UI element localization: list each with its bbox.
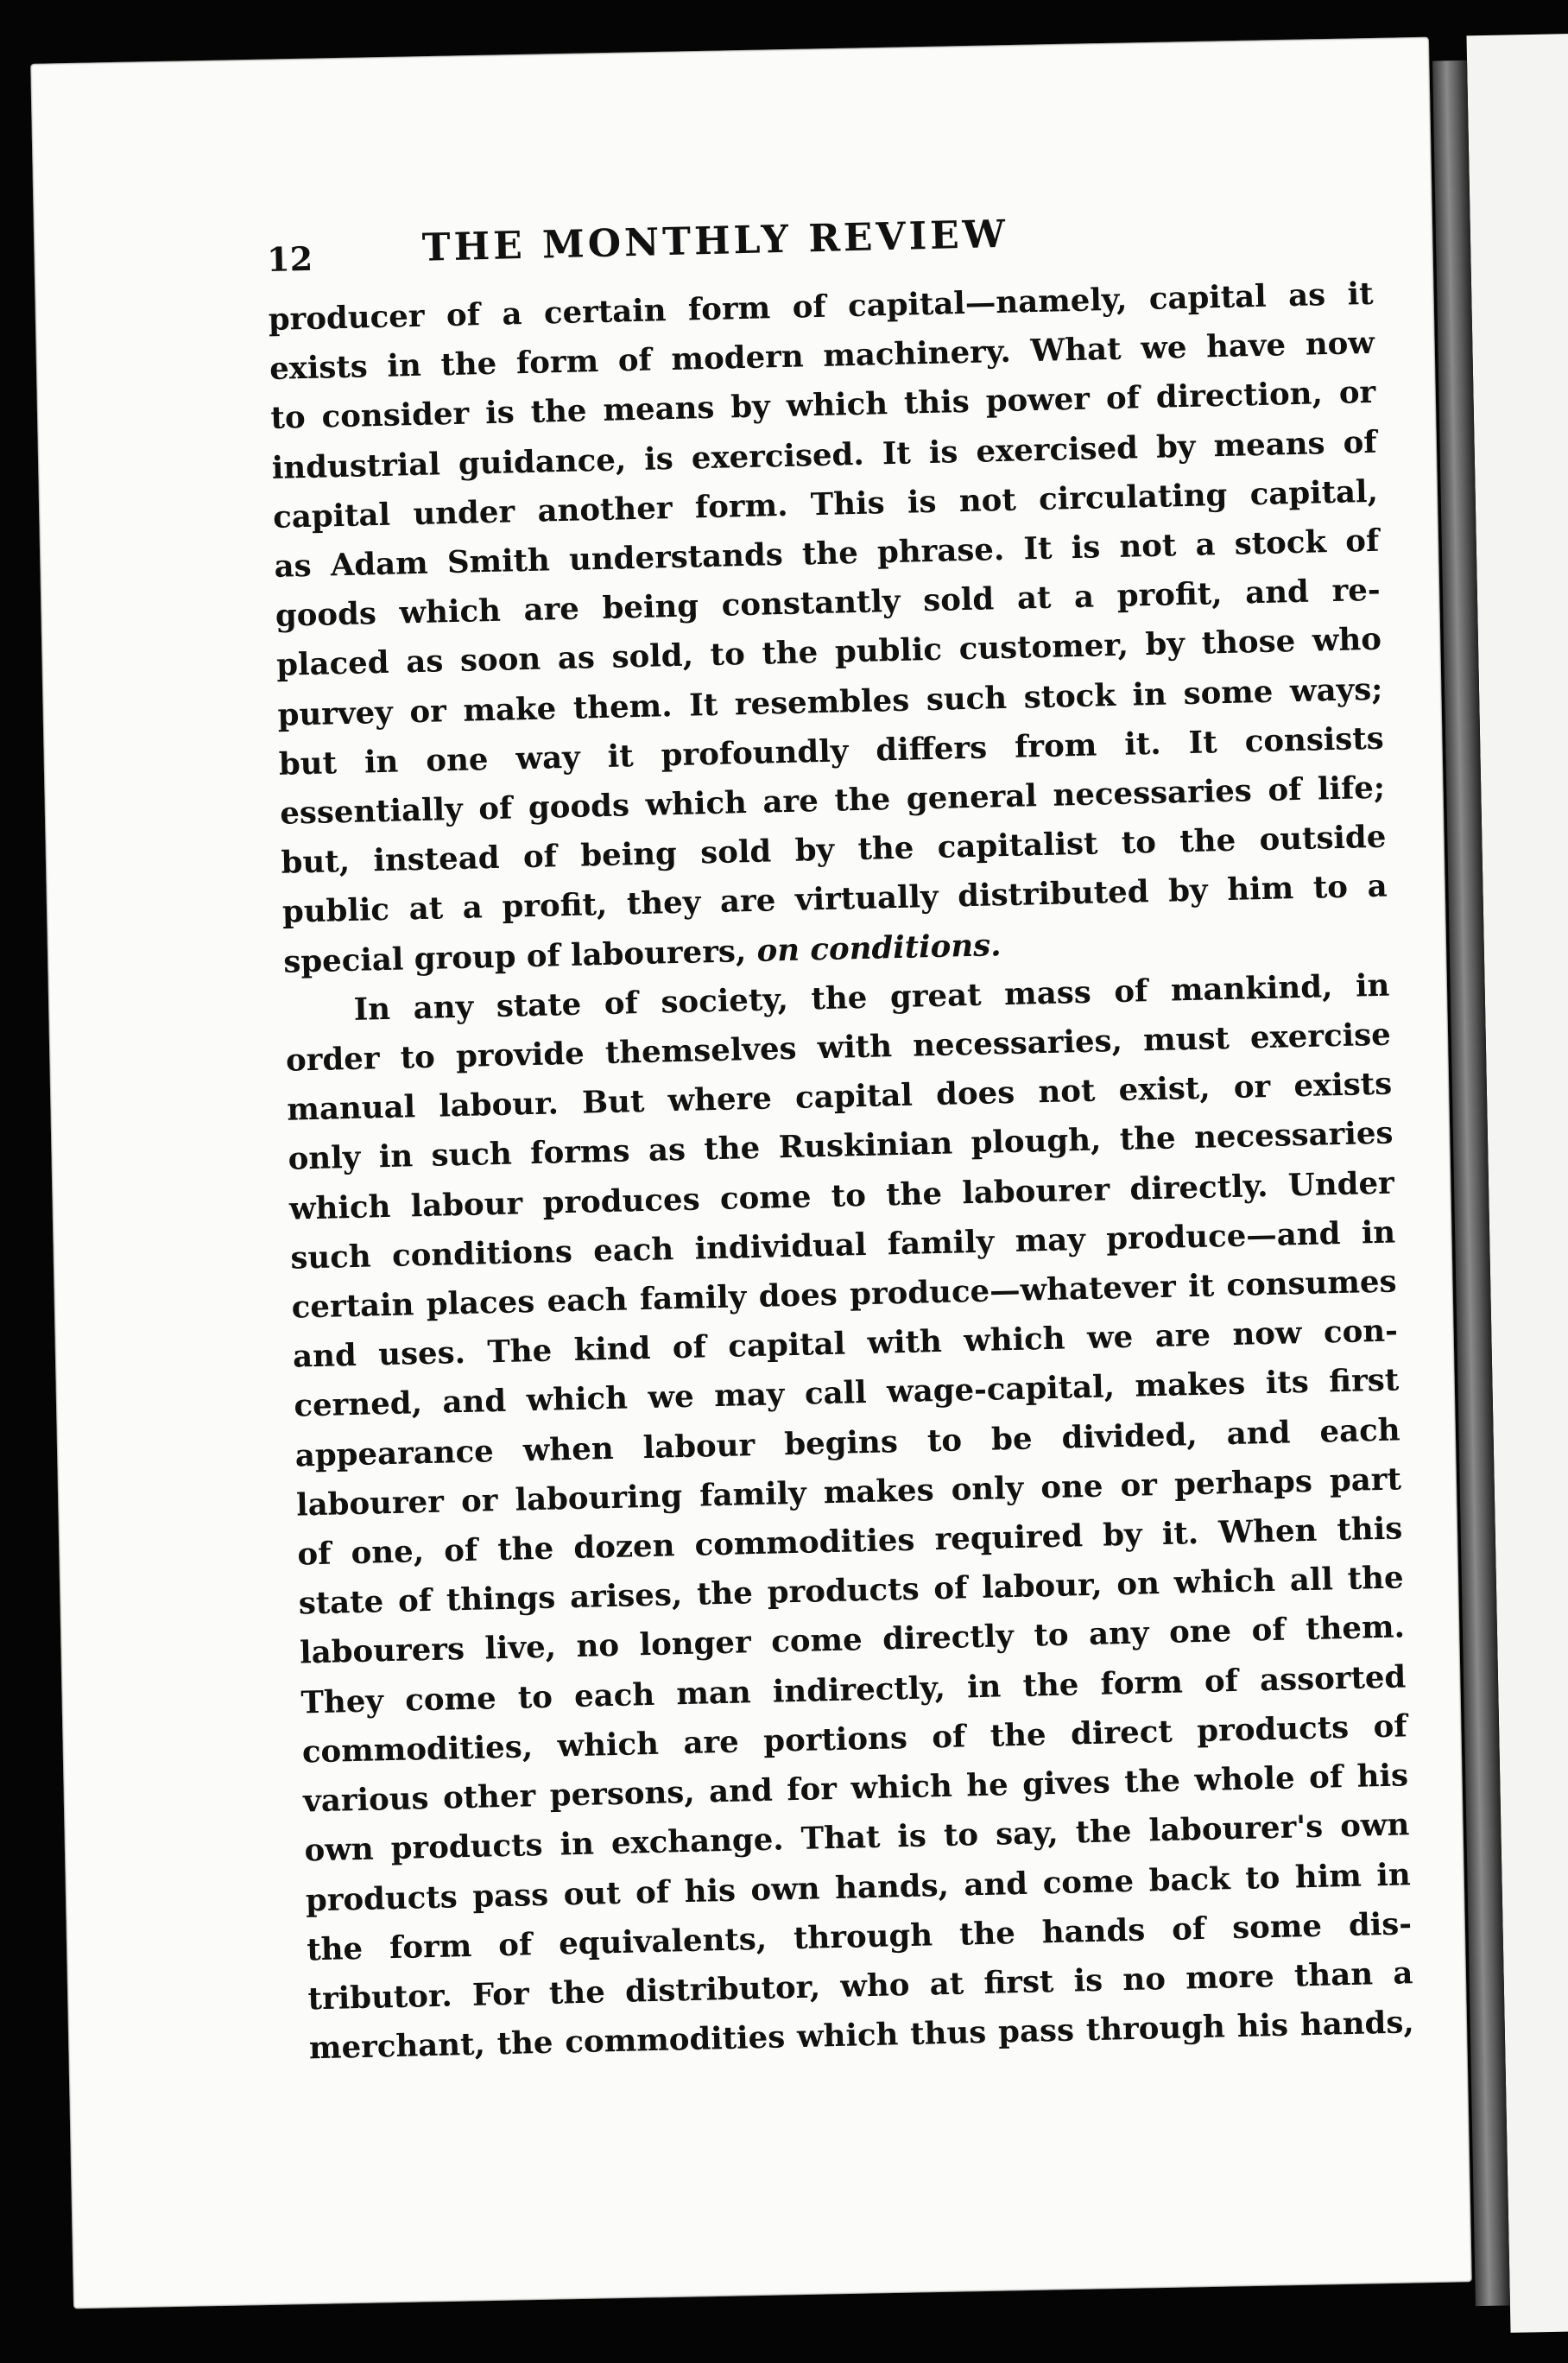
text-line: the form of equivalents, through the hands of some dis- <box>306 1905 1413 1968</box>
text-line: cerned, and which we may call wage-capital, makes its first <box>294 1362 1400 1425</box>
text-line: In any state of society, the great mass of mankind, in <box>353 967 1390 1028</box>
text-line: which labour produces come to the labourer directly. Under <box>288 1165 1395 1227</box>
text-line: capital under another form. This is not circulating capital, <box>272 473 1379 535</box>
text-line: labourers live, no longer come directly to any one of them. <box>299 1609 1406 1672</box>
text-line: as Adam Smith understands the phrase. It is not a stock of <box>274 523 1380 585</box>
text-line: purvey or make them. It resembles such stock in some ways; <box>277 671 1383 733</box>
text-line: labourer or labouring family makes only one or perhaps part <box>295 1461 1402 1524</box>
text-line: state of things arises, the products of labour, on which all the <box>298 1560 1405 1622</box>
text-line: of one, of the dozen commodities required by it. When this <box>297 1511 1403 1573</box>
text-line: industrial guidance, is exercised. It is exercised by means of <box>271 424 1378 486</box>
text-line: producer of a certain form of capital—namely, capital as it <box>268 276 1374 338</box>
text-line: appearance when labour begins to be divided, and each <box>294 1412 1400 1474</box>
text-line: such conditions each individual family may produce—and in <box>289 1214 1396 1277</box>
paragraph-1 <box>268 269 1389 987</box>
text-line: but, instead of being sold by the capitalist to the outside <box>281 819 1387 882</box>
text-line: placed as soon as sold, to the public customer, by those who <box>275 622 1382 684</box>
text-line: but in one way it profoundly differs from it. It consists <box>278 720 1385 782</box>
text-line: products pass out of his own hands, and come back to him in <box>305 1856 1412 1918</box>
text-line: and uses. The kind of capital with which we are now con- <box>292 1313 1399 1375</box>
text-line: tributor. For the distributor, who at first is no more than a <box>307 1955 1413 2018</box>
text-line: public at a profit, they are virtually distributed by him to a <box>281 869 1388 931</box>
text-line: essentially of goods which are the general necessaries of life; <box>279 770 1386 832</box>
text-line: own products in exchange. That is to say, the labourer's own <box>304 1807 1410 1869</box>
italic-phrase: on conditions. <box>756 927 1002 969</box>
text-run: special group of labourers, <box>282 933 758 980</box>
paragraph-2 <box>284 960 1414 2073</box>
page-content <box>266 190 1414 2074</box>
text-line: exists in the form of modern machinery. What we have now <box>269 326 1375 388</box>
text-line: various other persons, and for which he gives the whole of his <box>302 1758 1409 1820</box>
text-line: order to provide themselves with necessaries, must exercise <box>285 1017 1392 1079</box>
text-line: commodities, which are portions of the direct products of <box>301 1708 1408 1771</box>
text-line: only in such forms as the Ruskinian plough, the necessaries <box>288 1115 1394 1178</box>
page-number: 12 <box>266 238 313 279</box>
text-line: to consider is the means by which this power of direction, or <box>270 375 1376 437</box>
journal-title: THE MONTHLY REVIEW <box>421 212 1009 270</box>
text-line: certain places each family does produce—whatever it consumes <box>291 1264 1397 1326</box>
text-line: merchant, the commodities which thus pass through his hands, <box>308 2005 1415 2067</box>
text-line: manual labour. But where capital does not exist, or exists <box>286 1066 1393 1128</box>
text-line: They come to each man indirectly, in the form of assorted <box>300 1659 1407 1721</box>
text-line: goods which are being constantly sold at a profit, and re- <box>275 572 1381 635</box>
